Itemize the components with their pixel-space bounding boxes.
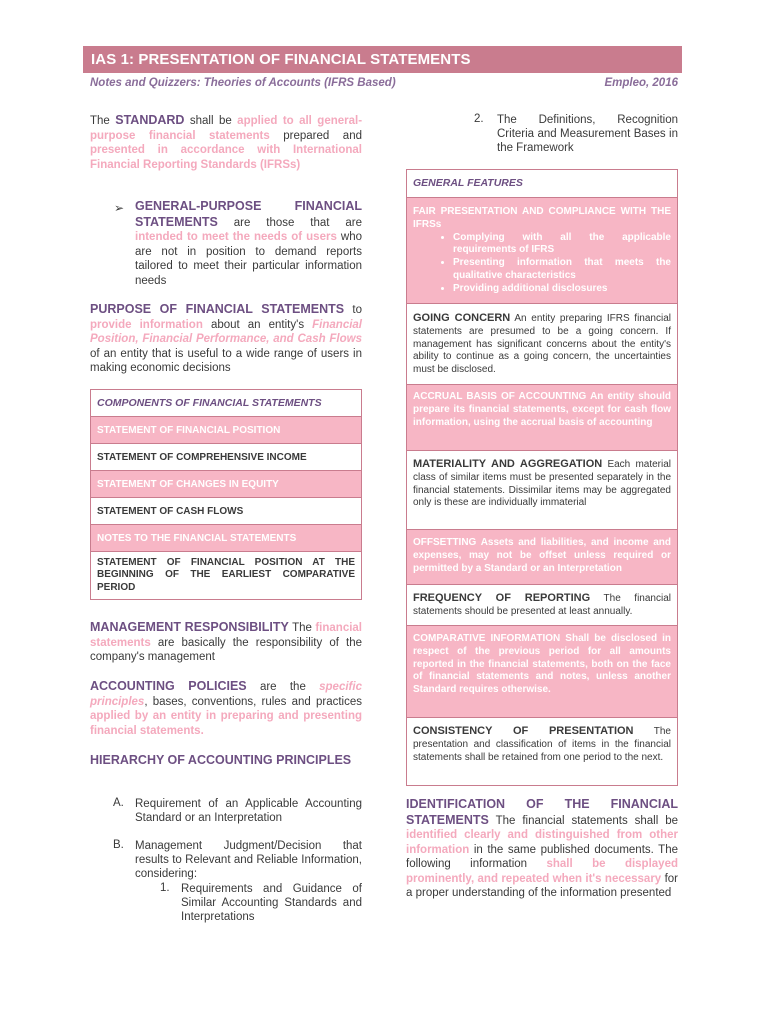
component-row: STATEMENT OF CASH FLOWS	[91, 498, 361, 525]
purpose-text: about an entity's	[210, 318, 305, 331]
component-row: STATEMENT OF CHANGES IN EQUITY	[91, 471, 361, 498]
management-term: MANAGEMENT RESPONSIBILITY	[90, 620, 289, 634]
list-item: • Presenting information that meets the qualitative characteristics	[453, 257, 671, 283]
gpfs-highlight: intended to meet the needs of users	[135, 231, 337, 243]
hierarchy-item-a: Requirement of an Applicable Accounting Standard or an Interpretation	[135, 798, 362, 824]
policies-paragraph	[90, 679, 362, 738]
intro-highlight: applied to all general-purpose financial statements	[90, 115, 363, 142]
gpfs-text: who are not in position to demand reports tailored to meet their particular information needs	[135, 231, 362, 287]
feature-text: An entity preparing IFRS financial statements are presumed to be a going concern. If management has significant concerns about the entity's ability to continue as a going concern, the uncertainties must be disclosed.	[413, 313, 671, 376]
gpfs-text: are those that are	[233, 216, 362, 229]
general-features-table	[406, 169, 678, 786]
feature-consistency	[407, 718, 677, 785]
standard-term: STANDARD	[115, 113, 185, 127]
hierarchy-heading	[90, 752, 362, 769]
author-year: Empleo, 2016	[604, 77, 678, 89]
identification-highlight: identified clearly and distinguished from other information	[406, 829, 678, 856]
identification-text: The financial statements shall be	[495, 814, 678, 827]
feature-text: The presentation and classification of items in the financial statements shall be retained from one period to the next.	[413, 726, 671, 763]
intro-text: prepared and	[283, 129, 362, 142]
feature-term: CONSISTENCY OF PRESENTATION	[413, 725, 634, 737]
feature-term: COMPARATIVE INFORMATION	[413, 633, 561, 644]
source-reference: Notes and Quizzers: Theories of Accounts (IFRS Based)	[90, 77, 396, 89]
page-title: IAS 1: PRESENTATION OF FINANCIAL STATEMENTS	[91, 51, 471, 68]
components-header: COMPONENTS OF FINANCIAL STATEMENTS	[91, 390, 361, 417]
list-item: • Complying with all the applicable requirements of IFRS	[453, 232, 671, 258]
feature-going-concern	[407, 304, 677, 385]
feature-comparative-info	[407, 626, 677, 718]
policies-term: ACCOUNTING POLICIES	[90, 679, 247, 693]
identification-highlight: shall be displayed prominently, and repeated when it's necessary	[406, 858, 678, 885]
identification-text: for a proper understanding of the information presented	[406, 872, 678, 899]
list-marker: 1.	[160, 882, 170, 894]
purpose-paragraph	[90, 302, 362, 376]
component-row: STATEMENT OF COMPREHENSIVE INCOME	[91, 444, 361, 471]
hierarchy-term: HIERARCHY OF ACCOUNTING PRINCIPLES	[90, 753, 352, 767]
features-header: GENERAL FEATURES	[407, 170, 677, 198]
feature-text: Each material class of similar items must be presented separately in the financial statements. Dissimilar items may be aggregated only is these are individually immaterial	[413, 459, 672, 509]
feature-text: The financial statements should be presented at least annually.	[413, 593, 671, 617]
component-row: STATEMENT OF FINANCIAL POSITION	[91, 417, 361, 444]
list-marker: A.	[113, 797, 124, 809]
gpfs-paragraph	[135, 199, 362, 288]
feature-term: ACCRUAL BASIS OF ACCOUNTING	[413, 391, 587, 402]
management-text: The	[292, 622, 312, 634]
identification-text: in the same published documents. The following information	[406, 843, 679, 870]
feature-text: An entity should prepare its financial statements, except for cash flow information, using the accrual basis of accounting	[413, 391, 671, 428]
purpose-highlight: provide information	[90, 318, 203, 331]
hierarchy-item-b2: The Definitions, Recognition Criteria and Measurement Bases in the Framework	[497, 114, 678, 154]
component-row: NOTES TO THE FINANCIAL STATEMENTS	[91, 525, 361, 552]
feature-offsetting	[407, 530, 677, 585]
fair-presentation-list	[413, 232, 671, 296]
feature-materiality	[407, 451, 677, 530]
list-item: • Providing additional disclosures	[453, 283, 671, 296]
feature-accrual-basis	[407, 385, 677, 451]
policies-highlight: specific principles	[90, 681, 362, 708]
identification-term: IDENTIFICATION OF THE FINANCIAL STATEMENTS	[406, 797, 678, 827]
gpfs-term: GENERAL-PURPOSE FINANCIAL STATEMENTS	[135, 199, 362, 229]
management-paragraph	[90, 620, 362, 665]
feature-term: OFFSETTING	[413, 537, 477, 548]
list-marker: 2.	[474, 113, 484, 125]
feature-fair-presentation	[407, 198, 677, 304]
policies-highlight: applied by an entity in preparing and presenting financial statements.	[90, 710, 362, 737]
components-table	[90, 389, 362, 600]
feature-frequency	[407, 585, 677, 626]
management-text: are basically the responsibility of the company's management	[90, 636, 362, 663]
feature-term: FAIR PRESENTATION AND COMPLIANCE WITH THE IFRSs	[413, 206, 671, 230]
feature-term: GOING CONCERN	[413, 312, 511, 324]
subtitle-row	[90, 77, 678, 89]
intro-text: shall be	[189, 115, 232, 127]
component-row: STATEMENT OF FINANCIAL POSITION AT THE BEGINNING OF THE EARLIEST COMPARATIVE PERIOD	[97, 556, 355, 593]
feature-text: Shall be disclosed in respect of the previous period for all amounts reported in the financial statements, both on the face of financial statements and notes, unless another Standard requires otherwise.	[413, 633, 671, 696]
hierarchy-item-b: Management Judgment/Decision that results to Relevant and Reliable Information, considering:	[135, 840, 362, 880]
list-marker: B.	[113, 839, 124, 851]
purpose-highlight: Financial Position, Financial Performance, and Cash Flows	[90, 318, 363, 345]
intro-text: The	[90, 115, 110, 127]
policies-text: are the	[259, 681, 306, 693]
intro-highlight: presented in accordance with International Financial Reporting Standards (IFRSs)	[90, 144, 362, 171]
feature-text: Assets and liabilities, and income and expenses, may not be offset unless required or permitted by a Standard or an Interpretation	[413, 537, 671, 574]
hierarchy-item-b1: Requirements and Guidance of Similar Accounting Standards and Interpretations	[181, 883, 362, 923]
feature-term: MATERIALITY AND AGGREGATION	[413, 458, 603, 470]
title-bar	[83, 46, 682, 73]
purpose-term: PURPOSE OF FINANCIAL STATEMENTS	[90, 302, 345, 316]
management-highlight: financial statements	[90, 622, 362, 649]
purpose-text: of an entity that is useful to a wide range of users in making economic decisions	[90, 347, 362, 374]
arrow-bullet-icon: ➢	[114, 201, 125, 215]
intro-paragraph	[90, 113, 362, 172]
feature-term: FREQUENCY OF REPORTING	[413, 592, 591, 604]
policies-text: , bases, conventions, rules and practices	[144, 695, 362, 708]
purpose-text: to	[352, 304, 362, 316]
identification-paragraph	[406, 797, 678, 901]
